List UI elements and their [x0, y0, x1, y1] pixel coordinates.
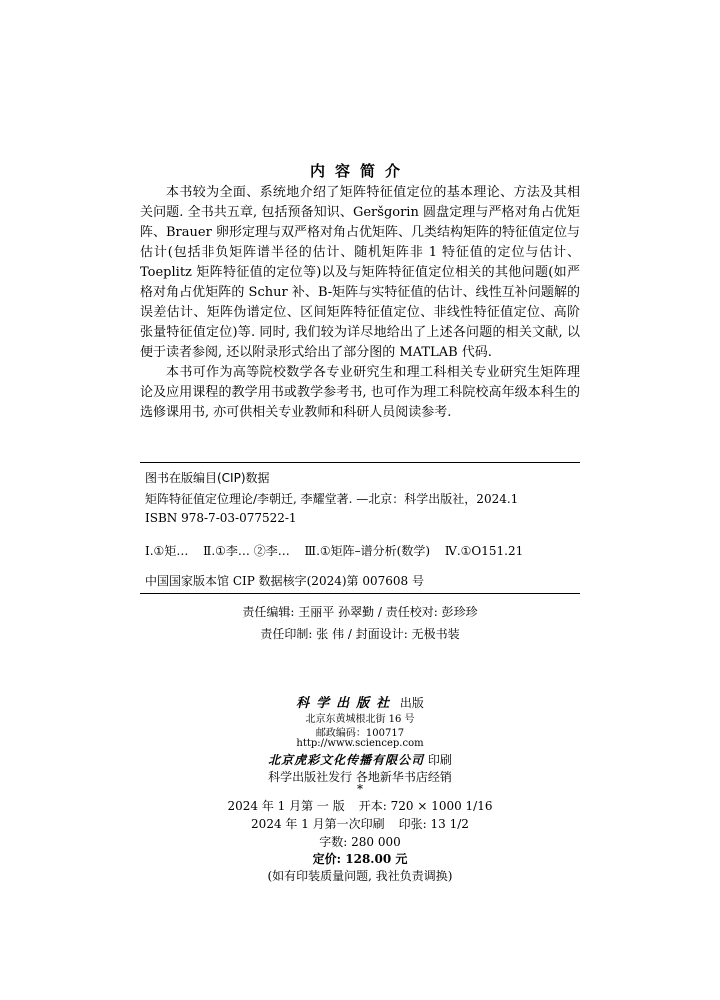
- word-count: 字数: 280 000: [319, 835, 401, 849]
- cip-class-3: Ⅲ.①矩阵–谱分析(数学): [304, 544, 431, 558]
- cip-title-line: 矩阵特征值定位理论/李朝迁, 李耀堂著. —北京：科学出版社，2024.1: [145, 492, 519, 506]
- cip-class-1: Ⅰ.①矩…: [145, 544, 189, 558]
- cip-classification: [145, 542, 534, 559]
- edition-line: [0, 797, 720, 814]
- printing: 2024 年 1 月第一次印刷: [251, 817, 385, 831]
- cip-heading: 图书在版编目(CIP)数据: [145, 471, 270, 485]
- edition: 2024 年 1 月第 一 版: [227, 799, 345, 813]
- publisher-suffix: 出版: [399, 696, 424, 710]
- cip-bottom-rule: [140, 593, 580, 594]
- distribution-line: 科学出版社发行 各地新华书店经销: [268, 770, 452, 784]
- publisher-logo: 科学出版社: [296, 696, 397, 711]
- publisher-postcode: 邮政编码：100717: [315, 728, 405, 739]
- quality-notice: (如有印装质量问题, 我社负责调换): [267, 869, 453, 883]
- sheets: 印张: 13 1/2: [398, 817, 469, 831]
- summary-paragraph-2: [140, 363, 580, 423]
- summary-paragraph-1-text: 本书较为全面、系统地介绍了矩阵特征值定位的基本理论、方法及其相关问题. 全书共五章, 包括预备知识、Geršgorin 圆盘定理与严格对角占优矩阵、Brauer 卵形定理与双严格对角占优矩阵、几类结构矩阵的特征值定位与估计(包括非负矩阵谱半径的估计、随机矩阵非 1 特征值的定位与估计、Toeplitz 矩阵特征值的定位等)以及与矩阵特征值定位相关的其他问题(如严格对角占优矩阵的 Schur 补、B-矩阵与实特征值的估计、线性互补问题解的误差估计、矩阵伪谱定位、区间矩阵特征值定位、非线性特征值定位、高阶张量特征值定位)等. 同时, 我们较为详尽地给出了上述各问题的相关文献, 以便于读者参阅, 还以附录形式给出了部分图的 MATLAB 代码.: [140, 185, 580, 360]
- cip-library-record: 中国国家版本馆 CIP 数据核字(2024)第 007608 号: [145, 574, 424, 588]
- cip-top-rule: [140, 462, 580, 463]
- separator-star: *: [357, 782, 363, 796]
- publisher-address: 北京东黄城根北街 16 号: [305, 714, 415, 725]
- cip-class-2: Ⅱ.①李… ②李…: [203, 544, 290, 558]
- cip-class-4: Ⅳ.①O151.21: [444, 544, 524, 558]
- summary-paragraph-1: [140, 183, 580, 363]
- credits-line-2: 责任印制: 张 伟 / 封面设计: 无极书装: [260, 627, 460, 641]
- printer-suffix: 印刷: [427, 753, 452, 767]
- cip-isbn: ISBN 978-7-03-077522-1: [145, 511, 297, 525]
- printer-line: [0, 751, 720, 768]
- price: 定价: 128.00 元: [312, 852, 408, 866]
- credits-line-1: 责任编辑: 王丽平 孙翠勤 / 责任校对: 彭珍珍: [242, 605, 478, 619]
- publisher-website: http://www.sciencep.com: [296, 738, 424, 749]
- summary-title: 内容简介: [309, 162, 410, 180]
- publisher-line: [0, 692, 720, 711]
- summary-paragraph-2-text: 本书可作为高等院校数学各专业研究生和理工科相关专业研究生矩阵理论及应用课程的教学用书或教学参考书, 也可作为理工科院校高年级本科生的选修课用书, 亦可供相关专业教师和科研人员阅读参考.: [140, 365, 580, 420]
- printing-line: [0, 815, 720, 832]
- printer-name: 北京虎彩文化传播有限公司: [268, 753, 425, 767]
- format: 开本: 720 × 1000 1/16: [358, 799, 493, 813]
